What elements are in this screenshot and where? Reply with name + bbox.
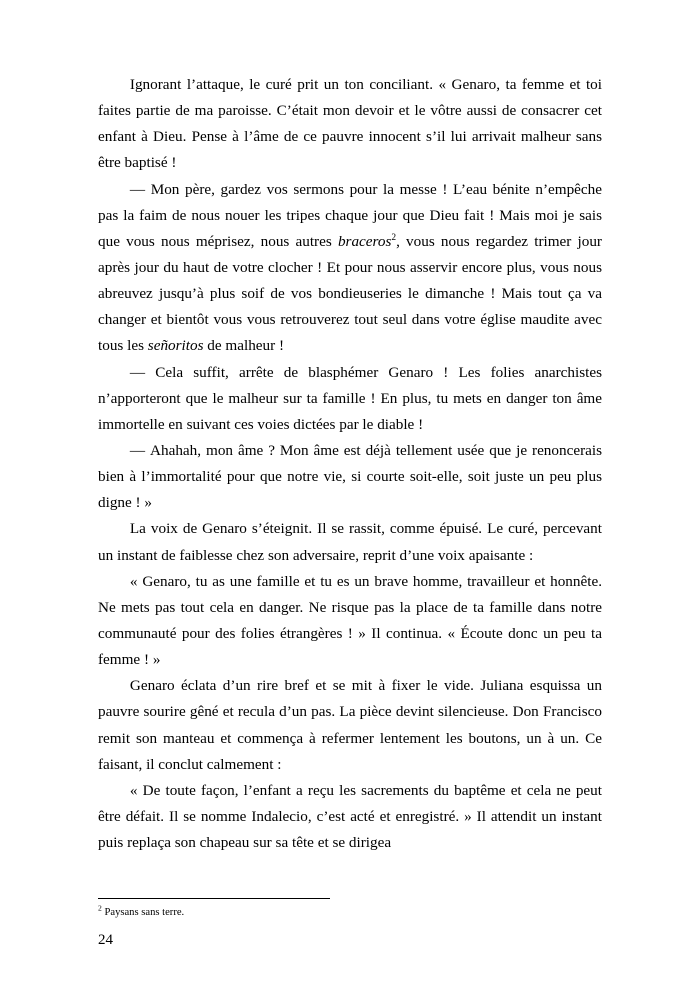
body-paragraph [98, 673, 602, 778]
footnote-separator-rule [98, 898, 330, 899]
footnote-marker: 2 [98, 903, 102, 913]
text-run: — Mon père, gardez vos sermons pour la messe ! L’eau bénite n’empêche pas la faim de nous nouer les tripes chaque jour que Dieu fait ! Mais moi je sais que vous nous méprisez, nous autres [98, 180, 602, 250]
body-paragraph [98, 72, 602, 177]
text-run: Genaro éclata d’un rire bref et se mit à fixer le vide. Juliana esquissa un pauvre sourire gêné et recula d’un pas. La pièce devint silencieuse. Don Francisco remit son manteau et commença à refermer lentement les boutons, un à un. Ce faisant, il conclut calmement : [98, 677, 602, 773]
paragraph-list [98, 72, 602, 856]
body-paragraph [98, 177, 602, 360]
footnote-text: Paysans sans terre. [104, 906, 185, 918]
text-run: de malheur ! [203, 337, 285, 355]
text-run: « De toute façon, l’enfant a reçu les sacrements du baptême et cela ne peut être défait. Il se nomme Indalecio, c’est acté et enregistré. » Il attendit un instant puis replaça son chapeau sur sa tête et se dirigea [98, 781, 602, 852]
text-run: Ignorant l’attaque, le curé prit un ton conciliant. « Genaro, ta femme et toi faites partie de ma paroisse. C’était mon devoir et le vôtre aussi de consacrer cet enfant à Dieu. Pense à l’âme de ce pauvre innocent s’il lui arrivait malheur sans être baptisé ! [98, 76, 602, 172]
text-run: — Cela suffit, arrête de blasphémer Genaro ! Les folies anarchistes n’apporteront que le malheur sur ta famille ! En plus, tu mets en danger ton âme immortelle en suivant ces voies dictées par le diable ! [98, 363, 602, 433]
body-paragraph [98, 778, 602, 856]
text-run: , vous nous regardez trimer jour après jour du haut de votre clocher ! Et pour nous asservir encore plus, vous nous abreuvez jusqu’à plus soif de vos bondieuseries le dimanche ! Mais tout ça va changer et bientôt vous vous retrouverez tout seul dans votre église maudite avec tous les [98, 232, 602, 355]
body-paragraph [98, 438, 602, 516]
page-body [98, 72, 602, 856]
footnote-reference: 2 [391, 232, 397, 243]
italic-term: señoritos [147, 337, 204, 355]
text-run: La voix de Genaro s’éteignit. Il se rassit, comme épuisé. Le curé, percevant un instant de faiblesse chez son adversaire, reprit d’une voix apaisante : [98, 520, 602, 564]
body-paragraph [98, 569, 602, 674]
body-paragraph [98, 516, 602, 568]
text-run: « Genaro, tu as une famille et tu es un brave homme, travailleur et honnête. Ne mets pas tout cela en danger. Ne risque pas la place de ta famille dans notre communauté pour des folies étrangères ! » Il continua. « Écoute donc un peu ta femme ! » [98, 572, 602, 669]
page-number: 24 [98, 932, 113, 948]
body-paragraph [98, 360, 602, 438]
footnote-area [98, 898, 602, 948]
text-run: — Ahahah, mon âme ? Mon âme est déjà tellement usée que je renoncerais bien à l’immortalité pour que notre vie, si courte soit-elle, soit juste un peu plus digne ! » [98, 441, 602, 512]
italic-term: braceros [337, 232, 392, 250]
footnote-entry [98, 903, 602, 920]
